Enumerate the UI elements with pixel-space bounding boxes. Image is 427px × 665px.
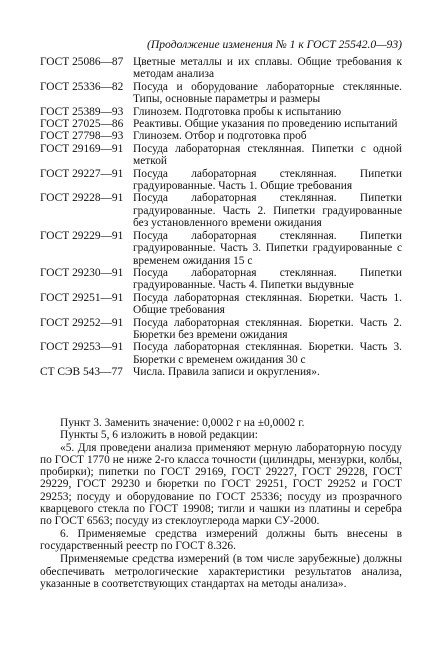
reference-row bbox=[40, 143, 402, 168]
paragraph-measurement-means: Применяемые средства измерений (в том числе зарубежные) должны обеспечивать метрологические характеристики результатов анализа, указанные в соответствующих стандартах на методы анализа». bbox=[40, 553, 402, 590]
reference-code: ГОСТ 29169—91 bbox=[40, 142, 124, 155]
reference-code: ГОСТ 27025—86 bbox=[40, 118, 124, 131]
standards-reference-list bbox=[40, 56, 402, 379]
reference-row bbox=[40, 292, 402, 317]
reference-row bbox=[40, 230, 402, 267]
reference-code: ГОСТ 29229—91 bbox=[40, 229, 124, 242]
reference-row bbox=[40, 267, 402, 292]
reference-code: ГОСТ 29252—91 bbox=[40, 316, 124, 329]
reference-title: Реактивы. Общие указания по проведению испытаний bbox=[133, 118, 398, 131]
reference-code: СТ СЭВ 543—77 bbox=[40, 366, 123, 379]
reference-title: Цветные металлы и их сплавы. Общие требования к методам анализа bbox=[133, 56, 402, 81]
reference-row bbox=[40, 192, 402, 229]
reference-title: Посуда лабораторная стеклянная. Пипетки градуированные. Часть 4. Пипетки выдувные bbox=[133, 266, 402, 292]
reference-row bbox=[40, 168, 402, 193]
reference-title: Посуда лабораторная стеклянная. Бюретки. Часть 3. Бюретки с временем ожидания 30 с bbox=[133, 341, 402, 366]
reference-code: ГОСТ 25086—87 bbox=[40, 56, 124, 68]
reference-row bbox=[40, 366, 402, 378]
reference-code: ГОСТ 29253—91 bbox=[40, 341, 124, 354]
reference-title: Глинозем. Отбор и подготовка проб bbox=[133, 130, 307, 143]
page-header: (Продолжение изменения № 1 к ГОСТ 25542.0—93) bbox=[147, 38, 402, 51]
reference-code: ГОСТ 25336—82 bbox=[40, 80, 124, 93]
reference-code: ГОСТ 25389—93 bbox=[40, 105, 124, 118]
reference-title: Посуда лабораторная стеклянная. Пипетки градуированные. Часть 3. Пипетки градуированные с временем ожидания 15 с bbox=[133, 229, 402, 267]
amendment-body bbox=[40, 417, 402, 590]
reference-title: Посуда лабораторная стеклянная. Пипетки градуированные. Часть 2. Пипетки градуированные без установленного времени ожидания bbox=[133, 192, 402, 230]
paragraph-item-5: «5. Для проведени анализа применяют мерную лабораторную посуду по ГОСТ 1770 не ниже 2-го класса точности (цилиндры, мензурки, колбы, пробирки); пипетки по ГОСТ 29169, ГОСТ 29227, ГОСТ 29228, ГОСТ 29229, ГОСТ 29230 и бюретки по ГОСТ 29251, ГОСТ 29252 и ГОСТ 29253; посуду и оборудование по ГОСТ 25336; посуду из прозрачного кварцевого стекла по ГОСТ 19908; тигли и чашки из платины и серебра по ГОСТ 6563; посуду из стеклоуглерода марки СУ-2000. bbox=[40, 441, 402, 528]
reference-row bbox=[40, 118, 402, 130]
reference-row bbox=[40, 341, 402, 366]
reference-code: ГОСТ 29251—91 bbox=[40, 291, 124, 304]
reference-row bbox=[40, 130, 402, 142]
reference-title: Посуда лабораторная стеклянная. Пипетки с одной меткой bbox=[133, 142, 402, 168]
reference-title: Числа. Правила записи и округления». bbox=[133, 366, 320, 379]
paragraph-items-5-6-intro: Пункты 5, 6 изложить в новой редакции: bbox=[60, 429, 258, 442]
reference-row bbox=[40, 317, 402, 342]
reference-code: ГОСТ 29227—91 bbox=[40, 167, 124, 180]
reference-title: Посуда лабораторная стеклянная. Бюретки. Часть 2. Бюретки без времени ожидания bbox=[133, 316, 402, 341]
reference-row bbox=[40, 81, 402, 106]
paragraph-item-6: 6. Применяемые средства измерений должны быть внесены в государственный реестр по ГОСТ 8.326. bbox=[40, 527, 402, 552]
reference-row bbox=[40, 106, 402, 118]
reference-title: Посуда лабораторная стеклянная. Бюретки. Часть 1. Общие требования bbox=[133, 291, 402, 317]
reference-code: ГОСТ 29228—91 bbox=[40, 192, 124, 205]
reference-title: Посуда и оборудование лабораторные стеклянные. Типы, основные параметры и размеры bbox=[133, 80, 402, 106]
reference-code: ГОСТ 29230—91 bbox=[40, 266, 124, 279]
reference-row bbox=[40, 56, 402, 81]
reference-title: Глинозем. Подготовка пробы к испытанию bbox=[133, 105, 342, 118]
reference-code: ГОСТ 27798—93 bbox=[40, 130, 124, 143]
paragraph-item-3: Пункт 3. Заменить значение: 0,0002 г на ±0,0002 г. bbox=[60, 417, 305, 429]
reference-title: Посуда лабораторная стеклянная. Пипетки градуированные. Часть 1. Общие требования bbox=[133, 167, 402, 193]
